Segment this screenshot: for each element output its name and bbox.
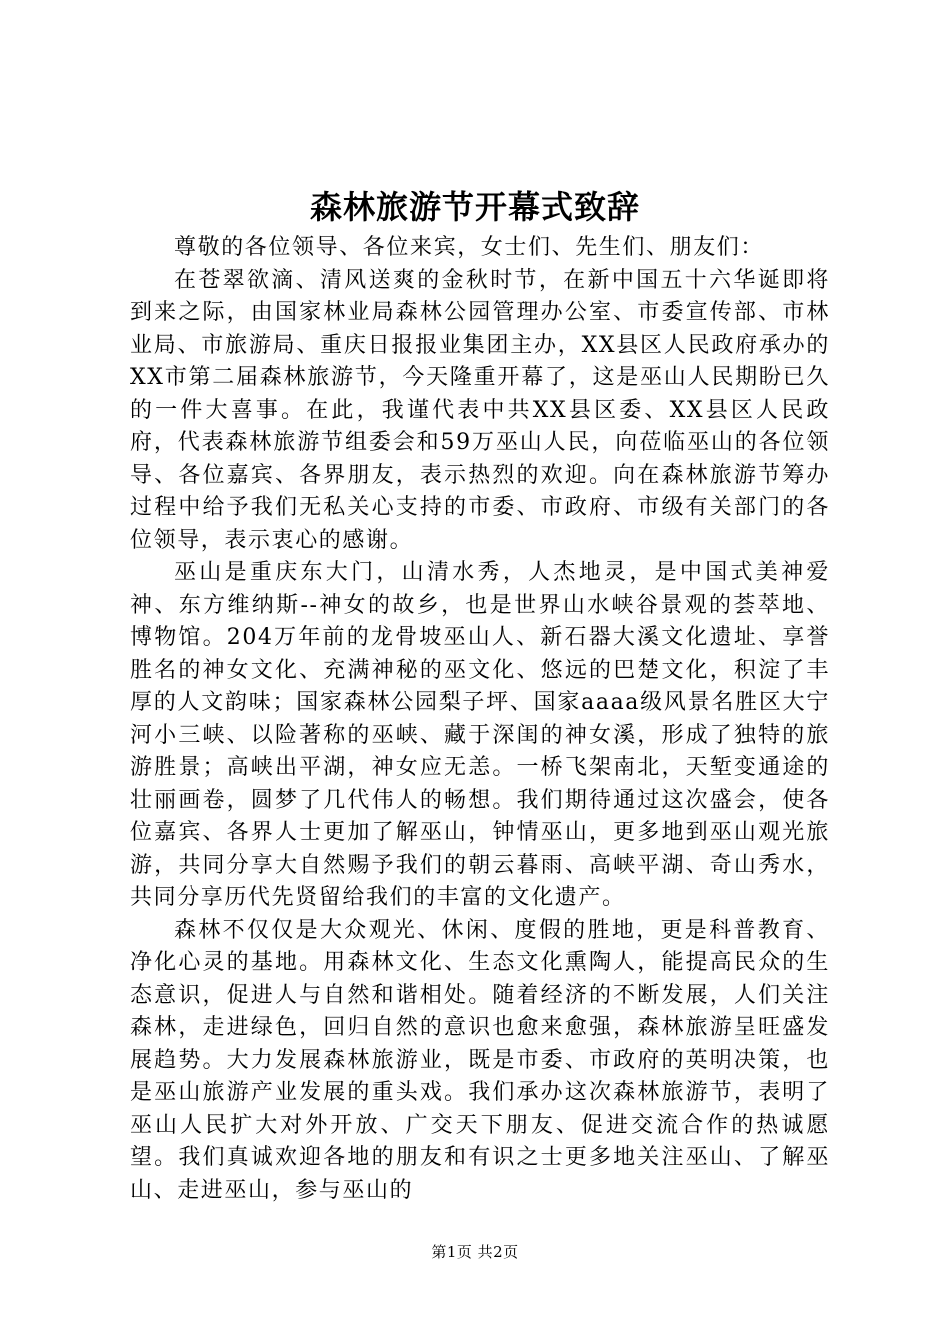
- salutation-paragraph: 尊敬的各位领导、各位来宾，女士们、先生们、朋友们：: [174, 235, 765, 260]
- document-body: [130, 232, 830, 1207]
- body-paragraph: 森林不仅仅是大众观光、休闲、度假的胜地，更是科普教育、净化心灵的基地。用森林文化、生态文化熏陶人，能提高民众的生态意识，促进人与自然和谐相处。随着经济的不断发展，人们关注森林，走进绿色，回归自然的意识也愈来愈强，森林旅游呈旺盛发展趋势。大力发展森林旅游业，既是市委、市政府的英明决策，也是巫山旅游产业发展的重头戏。我们承办这次森林旅游节，表明了巫山人民扩大对外开放、广交天下朋友、促进交流合作的热诚愿望。我们真诚欢迎各地的朋友和有识之士更多地关注巫山、了解巫山、走进巫山，参与巫山的: [130, 917, 830, 1203]
- body-paragraph: 在苍翠欲滴、清风送爽的金秋时节，在新中国五十六华诞即将到来之际，由国家林业局森林公园管理办公室、市委宣传部、市林业局、市旅游局、重庆日报报业集团主办，XX县区人民政府承办的XX市第二届森林旅游节，今天隆重开幕了，这是巫山人民期盼已久的一件大喜事。在此，我谨代表中共XX县区委、XX县区人民政府，代表森林旅游节组委会和59万巫山人民，向莅临巫山的各位领导、各位嘉宾、各界朋友，表示热烈的欢迎。向在森林旅游节筹办过程中给予我们无私关心支持的市委、市政府、市级有关部门的各位领导，表示衷心的感谢。: [130, 267, 830, 553]
- document-title: 森林旅游节开幕式致辞: [309, 188, 640, 226]
- page-number-footer: 第1页 共2页: [431, 1243, 519, 1261]
- body-paragraph: 巫山是重庆东大门，山清水秀，人杰地灵，是中国式美神爱神、东方维纳斯--神女的故乡，也是世界山水峡谷景观的荟萃地、博物馆。204万年前的龙骨坡巫山人、新石器大溪文化遗址、享誉胜名的神女文化、充满神秘的巫文化、悠远的巴楚文化，积淀了丰厚的人文韵味；国家森林公园梨子坪、国家aaaa级风景名胜区大宁河小三峡、以险著称的巫峡、藏于深闺的神女溪，形成了独特的旅游胜景；高峡出平湖，神女应无恙。一桥飞架南北，天堑变通途的壮丽画卷，圆梦了几代伟人的畅想。我们期待通过这次盛会，使各位嘉宾、各界人士更加了解巫山，钟情巫山，更多地到巫山观光旅游，共同分享大自然赐予我们的朝云暮雨、高峡平湖、奇山秀水，共同分享历代先贤留给我们的丰富的文化遗产。: [130, 560, 830, 910]
